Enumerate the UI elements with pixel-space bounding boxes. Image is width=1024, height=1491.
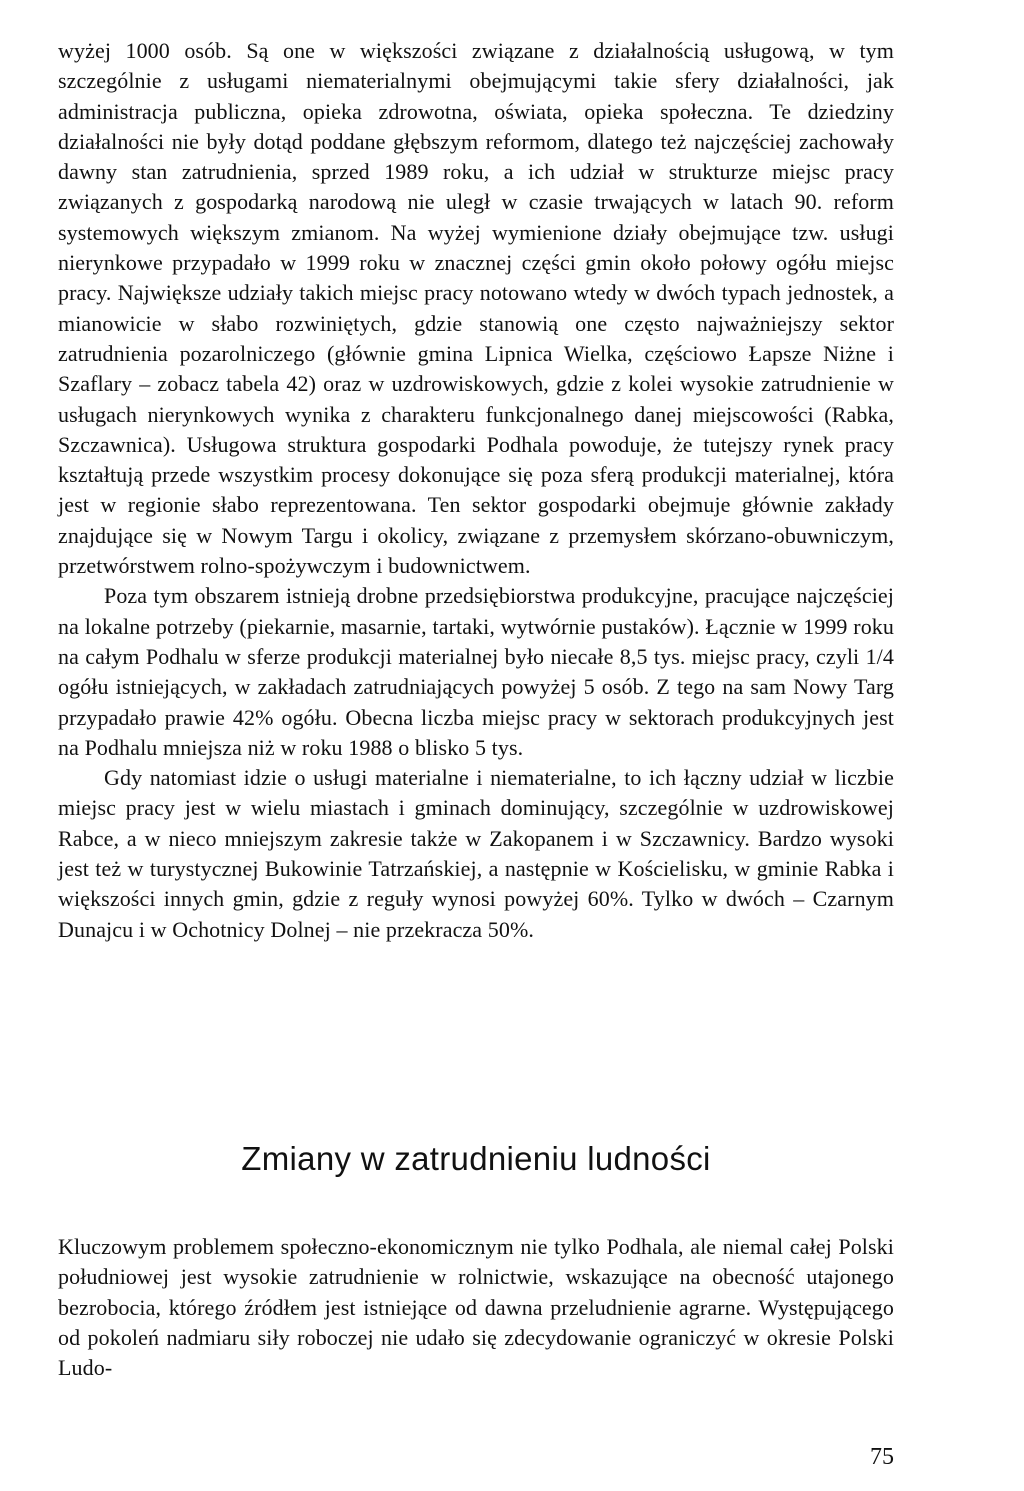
section-paragraph-1: Kluczowym problemem społeczno-ekonomicznym nie tylko Podhala, ale niemal całej Polski południowej jest wysokie zatrudnienie w rolnictwie, wskazujące na obecność utajonego bezrobocia, którego źródłem jest istniejące od dawna przeludnienie agrarne. Występującego od pokoleń nadmiaru siły roboczej nie udało się zdecydowanie ograniczyć w okresie Polski Ludo- [58, 1234, 894, 1381]
body-paragraph-1: wyżej 1000 osób. Są one w większości związane z działalnością usługową, w tym szczególnie z usługami niematerialnymi obejmującymi takie sfery działalności, jak administracja publiczna, opieka zdrowotna, oświata, opieka społeczna. Te dziedziny działalności nie były dotąd poddane głębszym reformom, dlatego też najczęściej zachowały dawny stan zatrudnienia, sprzed 1989 roku, a ich udział w strukturze miejsc pracy związanych z gospodarką narodową nie uległ w czasie trwających w latach 90. reform systemowych większym zmianom. Na wyżej wymienione działy obejmujące tzw. usługi nierynkowe przypadało w 1999 roku w znacznej części gmin około połowy ogółu miejsc pracy. Największe udziały takich miejsc pracy notowano wtedy w dwóch typach jednostek, a mianowicie w słabo rozwiniętych, gdzie stanowią one często najważniejszy sektor zatrudnienia pozarolniczego (głównie gmina Lipnica Wielka, częściowo Łapsze Niżne i Szaflary – zobacz tabela 42) oraz w uzdrowiskowych, gdzie z kolei wysokie zatrudnienie w usługach nierynkowych wynika z charakteru funkcjonalnego danej miejscowości (Rabka, Szczawnica). Usługowa struktura gospodarki Podhala powoduje, że tutejszy rynek pracy kształtują przede wszystkim procesy dokonujące się poza sferą produkcji materialnej, która jest w regionie słabo reprezentowana. Ten sektor gospodarki obejmuje głównie zakłady znajdujące się w Nowym Targu i okolicy, związane z przemysłem skórzano-obuwniczym, przetwórstwem rolno-spożywczym i budownictwem. [58, 38, 894, 579]
page-number: 75 [870, 1444, 894, 1470]
body-paragraph-3: Gdy natomiast idzie o usługi materialne i niematerialne, to ich łączny udział w liczbie miejsc pracy jest w wielu miastach i gminach dominujący, szczególnie w uzdrowiskowej Rabce, a w nieco mniejszym zakresie także w Zakopanem i w Szczawnicy. Bardzo wysoki jest też w turystycznej Bukowinie Tatrzańskiej, a następnie w Kościelisku, w gminie Rabka i większości innych gmin, gdzie z reguły wynosi powyżej 60%. Tylko w dwóch – Czarnym Dunajcu i w Ochotnicy Dolnej – nie przekracza 50%. [58, 765, 894, 942]
document-page [58, 36, 894, 1470]
section-heading: Zmiany w zatrudnieniu ludności [241, 1140, 711, 1177]
body-paragraph-2: Poza tym obszarem istnieją drobne przedsiębiorstwa produkcyjne, pracujące najczęściej na lokalne potrzeby (piekarnie, masarnie, tartaki, wytwórnie pustaków). Łącznie w 1999 roku na całym Podhalu w sferze produkcji materialnej było niecałe 8,5 tys. miejsc pracy, czyli 1/4 ogółu istniejących, w zakładach zatrudniających powyżej 5 osób. Z tego na sam Nowy Targ przypadało prawie 42% ogółu. Obecna liczba miejsc pracy w sektorach produkcyjnych jest na Podhalu mniejsza niż w roku 1988 o blisko 5 tys. [58, 583, 894, 760]
section-text-block [58, 1232, 894, 1383]
body-text-block [58, 36, 894, 945]
